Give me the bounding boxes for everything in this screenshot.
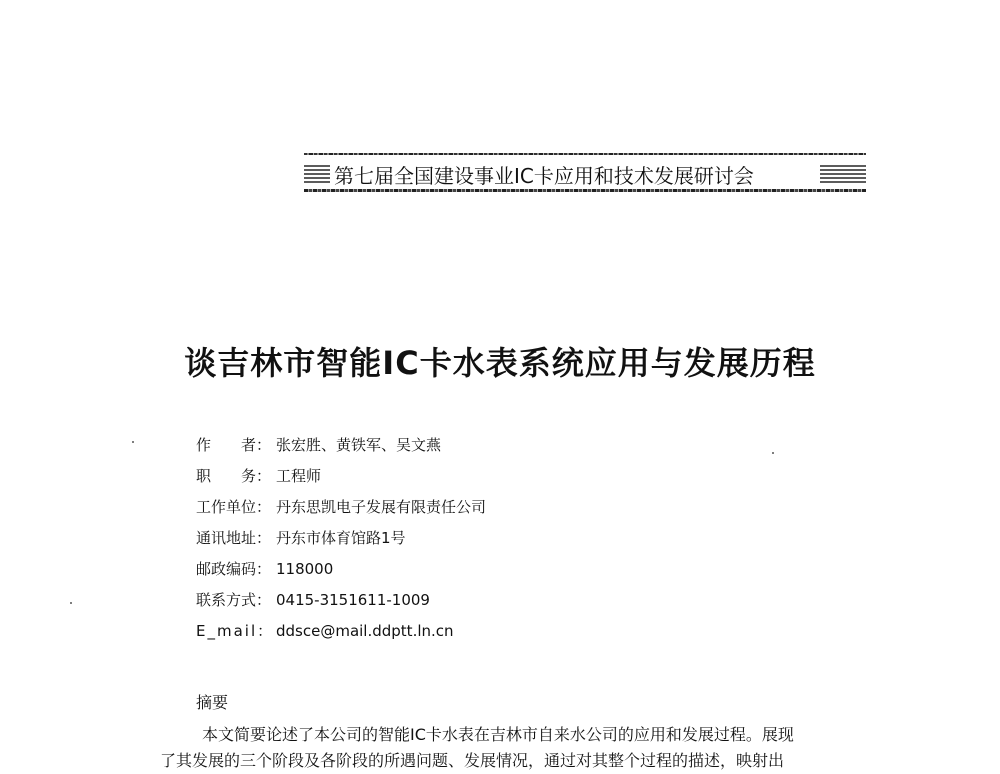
abstract-first-line: 本文简要论述了本公司的智能IC卡水表在吉林市自来水公司的应用和发展过程。展现 <box>202 725 794 744</box>
info-row-position <box>196 465 486 496</box>
scan-speck <box>132 441 134 443</box>
scan-speck <box>772 452 774 454</box>
banner-right-ornament <box>820 163 866 183</box>
banner-left-ornament <box>304 163 330 183</box>
info-label: 职 务： <box>196 467 272 485</box>
info-row-email <box>196 620 486 651</box>
info-row-postcode <box>196 558 486 589</box>
author-info-block <box>196 434 486 651</box>
info-label: 作 者： <box>196 436 272 454</box>
info-label: 工作单位： <box>196 498 272 516</box>
info-label: 联系方式： <box>196 591 272 609</box>
info-label: 通讯地址： <box>196 529 272 547</box>
paper-title: 谈吉林市智能IC卡水表系统应用与发展历程 <box>184 344 816 382</box>
banner-bottom-rule <box>304 189 866 192</box>
info-label: E_mail： <box>196 622 275 640</box>
info-value: 丹东思凯电子发展有限责任公司 <box>276 498 487 516</box>
banner-top-rule <box>304 153 866 155</box>
abstract-heading: 摘要 <box>196 693 229 712</box>
scan-speck <box>70 602 72 604</box>
info-row-address <box>196 527 486 558</box>
info-row-organization <box>196 496 486 527</box>
info-value: 丹东市体育馆路1号 <box>276 529 406 547</box>
info-value: 118000 <box>276 560 334 578</box>
info-value: 0415-3151611-1009 <box>276 591 430 609</box>
abstract-second-line: 了其发展的三个阶段及各阶段的所遇问题、发展情况，通过对其整个过程的描述，映射出 <box>160 751 785 770</box>
email-address: ddsce@mail.ddptt.ln.cn <box>276 622 454 640</box>
conference-banner <box>304 148 866 198</box>
info-row-phone <box>196 589 486 620</box>
info-row-author <box>196 434 486 465</box>
info-value: 工程师 <box>276 467 322 485</box>
info-value: 张宏胜、黄铁军、吴文燕 <box>276 436 442 454</box>
info-label: 邮政编码： <box>196 560 272 578</box>
conference-name: 第七届全国建设事业IC卡应用和技术发展研讨会 <box>334 164 754 188</box>
